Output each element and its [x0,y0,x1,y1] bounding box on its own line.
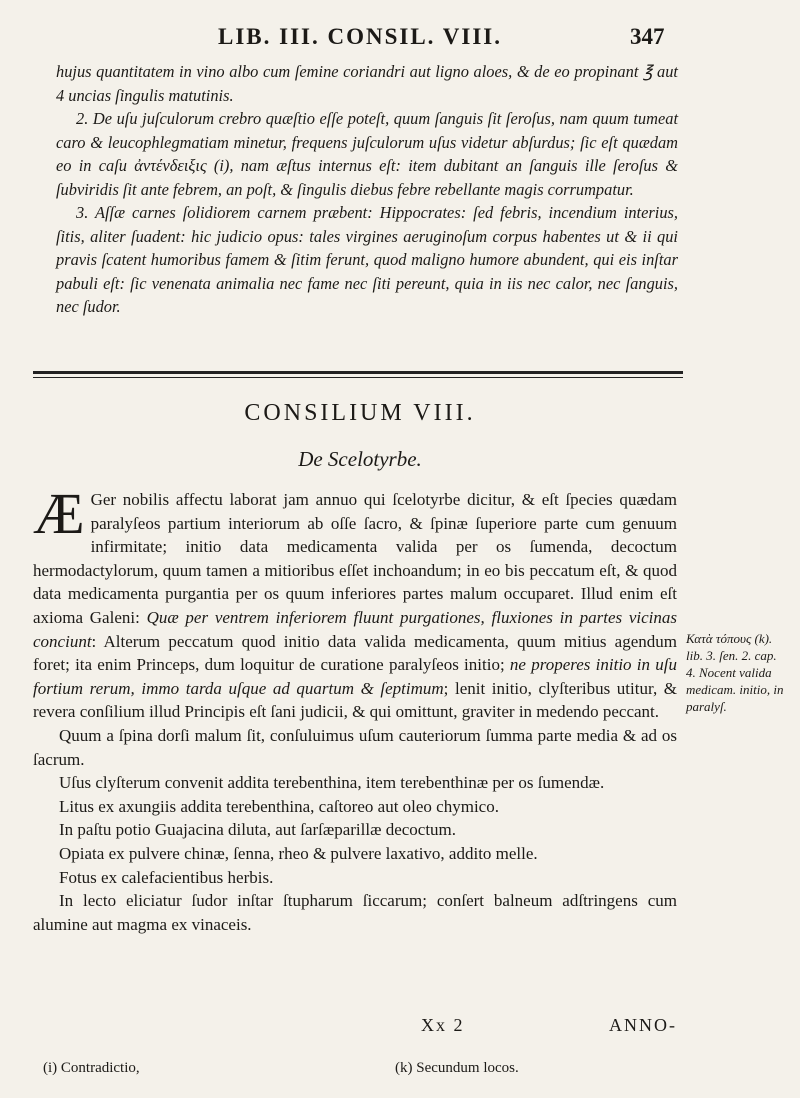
point-2-paragraph: 2. De uſu juſculorum crebro quæſtio eſſe poteſt, quum ſanguis ſit ſeroſus, nam quum tumeat caro & leucophlegmatiam minetur, frequens juſculorum uſus videtur abſurdus; ſic eſt quædam eo in caſu ἀντένδειξις (i), nam æſtus internus eſt: item dubitant an ſanguis ille ſeroſus & ſubviridis ſit ante febrem, an poſt, & ſingulis diebus febre rebellante magis corrumpatur. [56,109,678,199]
footnote-i: (i) Contradictio, [43,1060,140,1076]
previous-consilium-continuation [56,60,678,319]
footnote-k: (k) Secundum locos. [395,1060,519,1076]
princeps-quote: ne properes initio in uſu fortium rerum, immo tarda uſque ad quartum & ſeptimum [33,655,677,698]
paragraph-5: In paſtu potio Guajacina diluta, aut ſarſæparillæ decoctum. [59,820,457,840]
section-divider-thick [33,371,683,374]
drop-cap: Æ [33,481,85,546]
point-3-paragraph: 3. Aſſæ carnes ſolidiorem carnem præbent: Hippocrates: ſed febris, incendium interius, ſitis, aliter ſuadent: hic judicio opus: tales virgines aeruginoſum corpus habentes ut & ii qui pravis ſcatent humoribus famem & ſitim ferunt, quod maligno humore abundent, qui eis inſtar pabuli eſt: ſic venenata animalia nec fame nec ſiti pereunt, quia in iis nec calor, nec ſanguis, nec ſudor. [56,203,678,316]
paragraph-7: Fotus ex calefacientibus herbis. [59,867,274,887]
page-number: 347 [630,24,665,49]
paragraph-2: Quum a ſpina dorſi malum ſit, conſuluimus uſum cauteriorum ſumma parte media & ad os ſacrum. [33,725,677,769]
main-text [33,481,677,936]
paragraph-3: Uſus clyſterum convenit addita terebenthina, item terebenthinæ per os ſumendæ. [59,773,605,793]
running-title: LIB. III. CONSIL. VIII. [218,24,502,49]
galen-quote: Quæ per ventrem inferiorem fluunt purgationes, fluxiones in partes vicinas conciunt [33,607,677,651]
paragraph-1 [33,481,677,724]
text-run: Ger nobilis affectu laborat jam annuo qui ſcelotyrbe dicitur, & eſt ſpecies quædam paralyſeos partium interiorum ab oſſe ſacro, & ſpinæ ſuperiore parte cum genuum infirmitate; initio data medicamenta valida per os ſumenda, decoctum hermodactylorum, quum tamen a mitioribus eſſet inchoandum; in eo bis peccatum eſt, & quod data medicamenta purgantia per os quum inferiores partes malum occuparet. Illud enim eſt axioma Galeni: [33,490,677,627]
section-subtitle: De Scelotyrbe. [298,447,422,471]
paragraph-6: Opiata ex pulvere chinæ, ſenna, rheo & pulvere laxativo, addito melle. [59,843,538,863]
section-title: CONSILIUM VIII. [244,400,476,426]
text-run: ; lenit initio, clyſteribus utitur, & revera conſilium illud Principis eſt ſani judicii, & qui omittunt, graviter in medendo peccant. [33,678,677,722]
text-run: : Alterum peccatum quod initio data valida medicamenta, quum mitius agendum foret; ita enim Princeps, dum loquitur de curatione paralyſeos initio; [33,631,677,675]
catchword: ANNO- [609,1015,677,1035]
paragraph-4: Litus ex axungiis addita terebenthina, caſtoreo aut oleo chymico. [59,796,499,816]
section-divider-thin [33,377,683,378]
continuation-paragraph: hujus quantitatem in vino albo cum ſemine coriandri aut ligno aloes, & de eo propinant ℥ aut 4 uncias ſingulis matutinis. [56,62,678,105]
paragraph-8: In lecto eliciatur ſudor inſtar ſtupharum ſiccarum; conſert balneum adſtringens cum alumine aut magma ex vinaceis. [33,891,677,934]
margin-note: Κατὰ τόπους (k). lib. 3. ſen. 2. cap. 4. Nocent valida medicam. initio, in paralyſ. [686,631,784,714]
signature-mark: Xx 2 [421,1015,465,1035]
